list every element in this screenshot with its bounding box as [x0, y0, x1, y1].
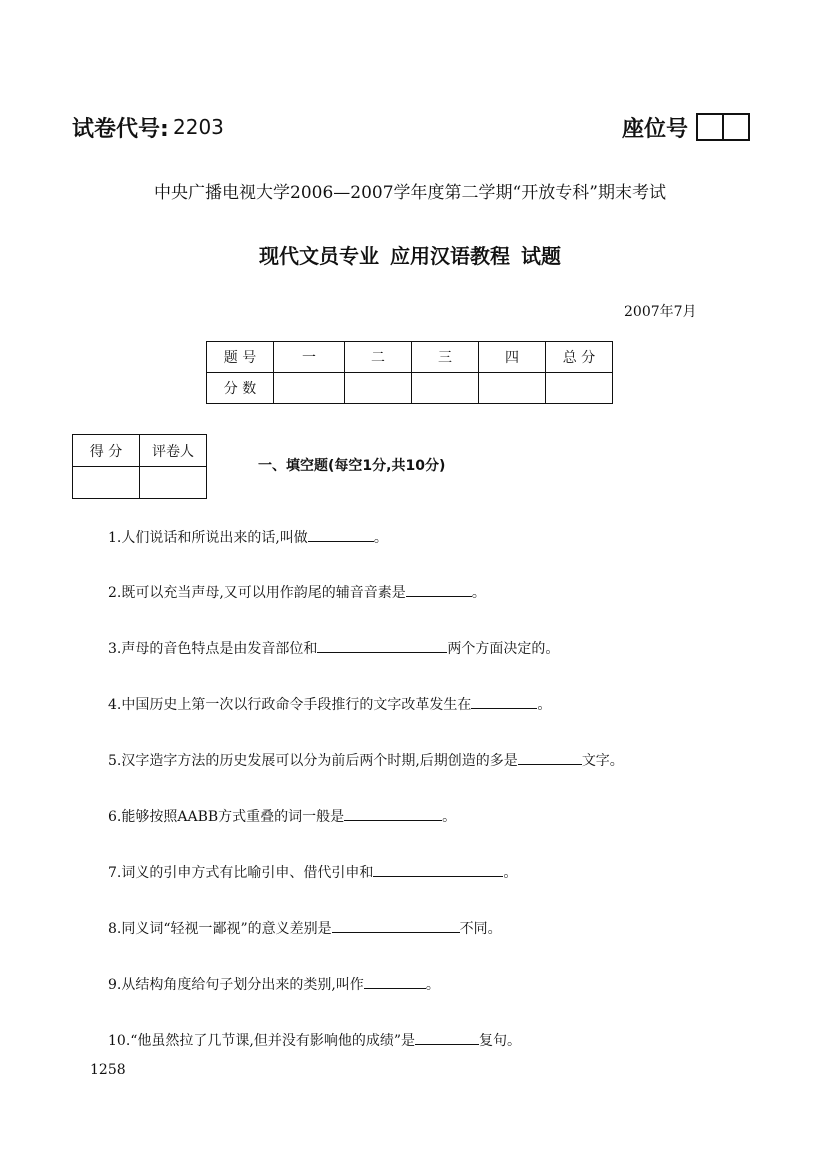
question-item: [108, 862, 517, 882]
answer-blank: [344, 806, 442, 821]
question-text: 2.既可以充当声母,又可以用作韵尾的辅音音素是: [108, 585, 406, 601]
question-item: [108, 918, 502, 938]
answer-blank: [317, 638, 447, 653]
section-heading: 一、填空题(每空1分,共10分): [258, 458, 446, 474]
question-text: 5.汉字造字方法的历史发展可以分为前后两个时期,后期创造的多是: [108, 753, 518, 769]
grader-table-cell: 评卷人: [140, 435, 207, 467]
answer-blank: [471, 694, 537, 709]
question-text: 6.能够按照AABB方式重叠的词一般是: [108, 809, 345, 825]
answer-blank: [415, 1030, 479, 1045]
question-item: [108, 974, 440, 994]
answer-blank: [364, 974, 426, 989]
question-item: [108, 582, 486, 602]
grader-table-cell: 得 分: [73, 435, 140, 467]
page-number: 1258: [90, 1062, 126, 1078]
question-text-end: 。: [442, 809, 457, 825]
answer-blank: [332, 918, 460, 933]
question-text-end: 文字。: [581, 753, 624, 769]
question-text-end: 复句。: [479, 1033, 522, 1049]
question-item: [108, 750, 624, 770]
answer-blank: [518, 750, 582, 765]
question-item: [108, 694, 551, 714]
question-text: 1.人们说话和所说出来的话,叫做: [108, 530, 308, 546]
question-item: [108, 806, 456, 826]
question-text-end: 。: [373, 530, 388, 546]
score-summary-table: [206, 341, 613, 404]
score-entry-cell: [412, 373, 479, 404]
question-text-end: 。: [503, 865, 518, 881]
seat-number-box: [698, 115, 722, 139]
question-text-end: 两个方面决定的。: [447, 641, 560, 657]
exam-subtitle: 中央广播电视大学2006—2007学年度第二学期“开放专科”期末考试: [154, 183, 666, 203]
score-table-score-row: [207, 373, 613, 404]
question-text: 4.中国历史上第一次以行政命令手段推行的文字改革发生在: [108, 697, 472, 713]
exam-title: 现代文员专业 应用汉语教程 试题: [259, 244, 561, 268]
question-text-end: 。: [425, 977, 440, 993]
seat-number-boxes: [696, 113, 750, 141]
answer-blank: [406, 582, 472, 597]
score-entry-cell: [274, 373, 345, 404]
score-table-cell: 二: [345, 342, 412, 373]
score-table-cell: 一: [274, 342, 345, 373]
grader-entry-cell: [140, 467, 207, 499]
score-entry-cell: [546, 373, 613, 404]
score-table-cell: 三: [412, 342, 479, 373]
grader-table-entry-row: [73, 467, 207, 499]
question-text: 7.词义的引申方式有比喻引申、借代引申和: [108, 865, 374, 881]
grader-table: [72, 434, 207, 499]
answer-blank: [373, 862, 503, 877]
question-text: 8.同义词“轻视一鄙视”的意义差别是: [108, 921, 332, 937]
question-text-end: 。: [471, 585, 486, 601]
exam-code-value: 2203: [173, 115, 224, 139]
answer-blank: [308, 527, 374, 542]
question-item: [108, 638, 559, 658]
score-table-cell: 分 数: [207, 373, 274, 404]
score-table-cell: 题 号: [207, 342, 274, 373]
question-text-end: 不同。: [459, 921, 502, 937]
score-table-header-row: [207, 342, 613, 373]
score-entry-cell: [345, 373, 412, 404]
question-text: 10.“他虽然拉了几节课,但并没有影响他的成绩”是: [108, 1033, 416, 1049]
grader-entry-cell: [73, 467, 140, 499]
question-item: [108, 527, 388, 547]
question-item: [108, 1030, 521, 1050]
grader-table-header-row: [73, 435, 207, 467]
seat-number-box: [722, 115, 748, 139]
question-text: 3.声母的音色特点是由发音部位和: [108, 641, 318, 657]
question-text: 9.从结构角度给句子划分出来的类别,叫作: [108, 977, 364, 993]
score-entry-cell: [479, 373, 546, 404]
score-table-cell: 总 分: [546, 342, 613, 373]
exam-code-label: 试卷代号:: [72, 117, 169, 142]
seat-number-label: 座位号: [622, 117, 689, 142]
score-table-cell: 四: [479, 342, 546, 373]
exam-date: 2007年7月: [624, 304, 697, 320]
question-text-end: 。: [537, 697, 552, 713]
